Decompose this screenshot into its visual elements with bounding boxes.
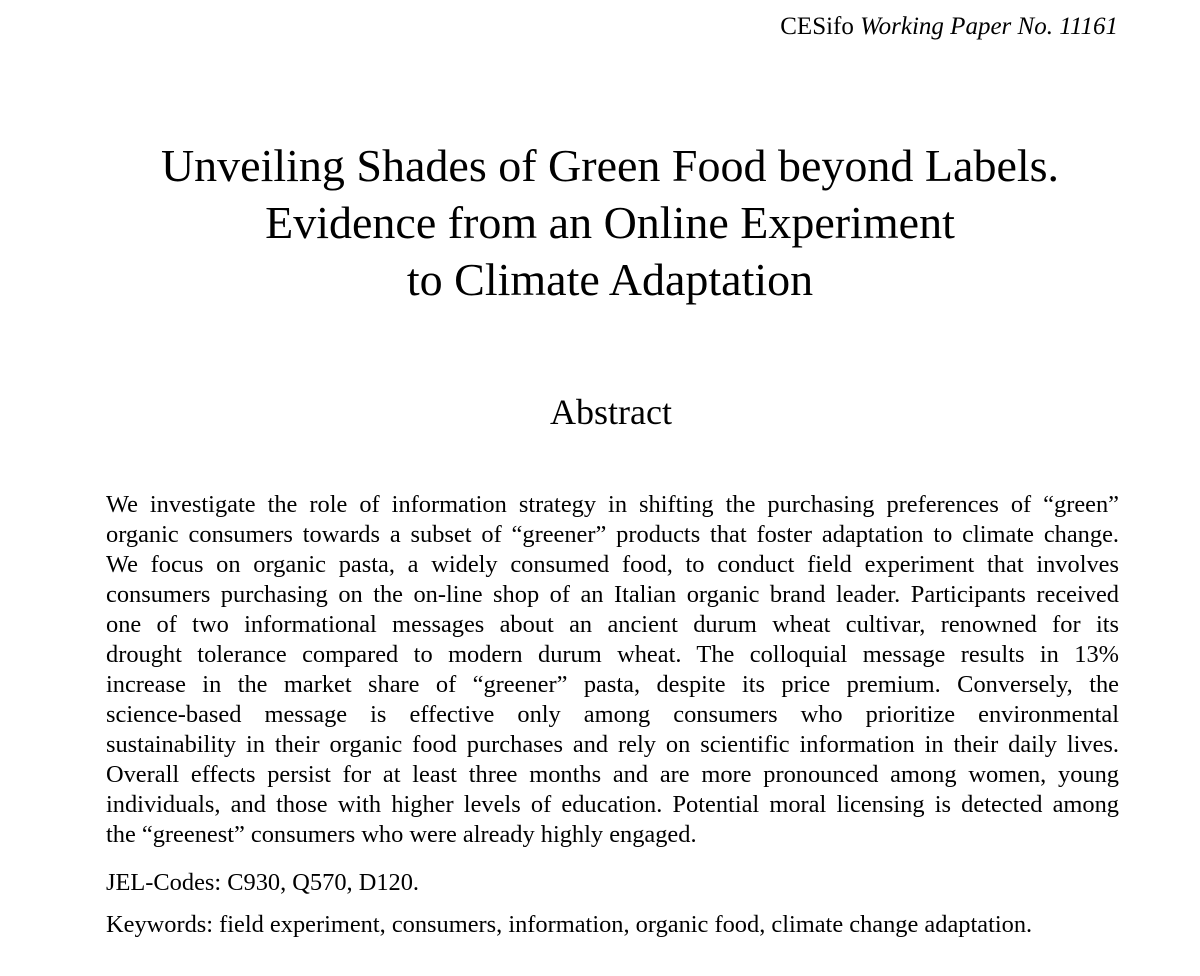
abstract-line: the “greenest” consumers who were already highly engaged.: [106, 821, 697, 848]
abstract-body: [106, 490, 1119, 850]
abstract-line: We investigate the role of information strategy in shifting the purchasing preferences of “green”: [106, 491, 1119, 518]
abstract-line: Overall effects persist for at least three months and are more pronounced among women, young: [106, 761, 1119, 788]
abstract-line: one of two informational messages about an ancient durum wheat cultivar, renowned for its: [106, 611, 1119, 638]
keywords: Keywords: field experiment, consumers, information, organic food, climate change adaptation.: [106, 911, 1033, 938]
title-line: Evidence from an Online Experiment: [265, 197, 955, 248]
title-line: Unveiling Shades of Green Food beyond Labels.: [160, 140, 1060, 191]
working-paper-header: [780, 10, 1118, 44]
abstract-line: individuals, and those with higher levels of education. Potential moral licensing is detected among: [106, 791, 1119, 818]
abstract-line: We focus on organic pasta, a widely consumed food, to conduct field experiment that involves: [106, 551, 1119, 578]
abstract-line: organic consumers towards a subset of “greener” products that foster adaptation to climate change.: [106, 521, 1119, 548]
paper-title: [100, 137, 1120, 308]
working-paper-number: Working Paper No. 11161: [860, 13, 1118, 40]
abstract-line: consumers purchasing on the on-line shop of an Italian organic brand leader. Participants received: [106, 581, 1119, 608]
title-line: to Climate Adaptation: [406, 254, 814, 305]
abstract-line: drought tolerance compared to modern durum wheat. The colloquial message results in 13%: [106, 641, 1119, 668]
abstract-line: sustainability in their organic food purchases and rely on scientific information in their daily lives.: [106, 731, 1119, 758]
abstract-line: increase in the market share of “greener” pasta, despite its price premium. Conversely, the: [106, 671, 1119, 698]
abstract-heading: Abstract: [550, 392, 672, 432]
jel-codes: JEL-Codes: C930, Q570, D120.: [106, 869, 420, 896]
abstract-line: science-based message is effective only among consumers who prioritize environmental: [106, 701, 1119, 728]
series-name: CESifo: [780, 13, 854, 40]
